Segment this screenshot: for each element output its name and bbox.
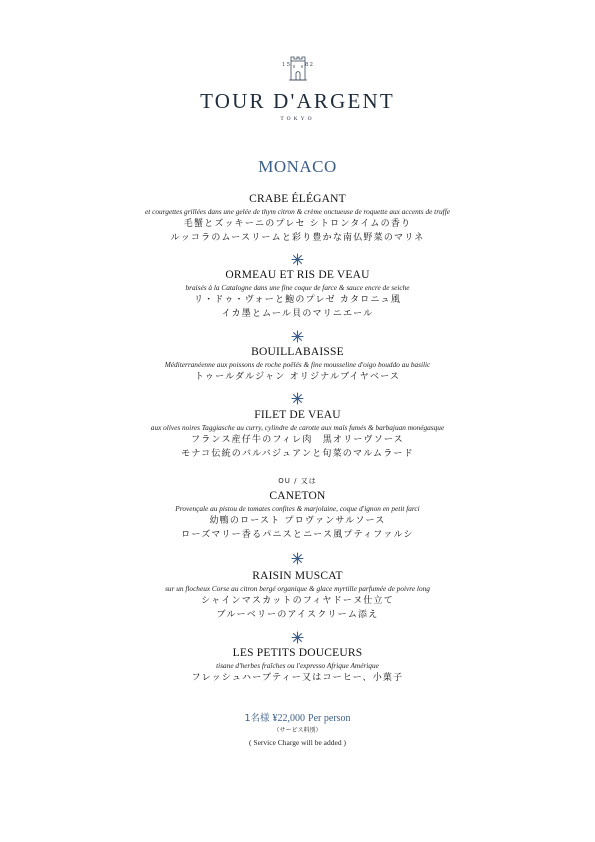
star-separator-icon: [291, 631, 304, 644]
course-6: [0, 569, 595, 622]
course-3: [0, 345, 595, 384]
course-5: [0, 489, 595, 542]
course-name: LES PETITS DOUCEURS: [232, 647, 363, 659]
course-name: RAISIN MUSCAT: [252, 570, 343, 582]
service-charge-jp: （サービス料別）: [273, 727, 322, 734]
course-name: ORMEAU ET RIS DE VEAU: [225, 269, 370, 281]
brand-name: TOUR D'ARGENT: [200, 89, 395, 113]
star-separator-icon: [291, 330, 304, 343]
course-name: FILET DE VEAU: [254, 409, 341, 421]
course-name: CANETON: [269, 490, 326, 502]
course-description-jp: フレッシュハーブティー又はコーヒー、小菓子: [191, 673, 404, 683]
course-description-jp: 幼鴨のロースト プロヴァンサルソース: [209, 516, 386, 526]
course-1: [0, 192, 595, 245]
course-description-jp: シャインマスカットのフィヤドーヌ仕立て: [201, 596, 394, 606]
star-separator-icon: [291, 253, 304, 266]
service-charge-en: ( Service Charge will be added ): [249, 738, 346, 747]
course-description-fr: braisés à la Catalogne dans une fine coque de farce & sauce encre de seiche: [185, 283, 410, 292]
course-description-jp: イカ墨とムール貝のマリニエール: [221, 309, 374, 319]
course-2: [0, 268, 595, 321]
price-line: [0, 710, 595, 724]
course-description-fr: Provençale au pistou de tomates confites & marjolaine, coque d'ignon en petit farci: [175, 504, 420, 513]
course-name: BOUILLABAISSE: [251, 346, 344, 358]
course-description-fr: tisane d'herbes fraîches ou l'expresso Afrique Amérique: [216, 661, 379, 670]
star-separator-icon: [291, 392, 304, 405]
price-amount: ¥22,000: [272, 713, 306, 724]
price-prefix: 1名様: [244, 713, 270, 724]
or-separator: OU / 又は: [278, 477, 317, 485]
course-description-jp: ルッコラのムースリームと彩り豊かな南仏野菜のマリネ: [170, 233, 425, 243]
course-description-jp: ブルーベリーのアイスクリーム添え: [216, 610, 379, 620]
course-description-fr: et courgettes grillées dans une gelée de thym citron & crème onctueuse de roquette aux accents de truffe: [145, 207, 450, 216]
course-description-jp: ローズマリー香るパニスとニース風プティファルシ: [181, 530, 414, 540]
menu-title: MONACO: [258, 157, 337, 176]
course-description-jp: モナコ伝統のバルバジュアンと旬菜のマルムラード: [181, 449, 414, 459]
course-4: [0, 408, 595, 461]
brand-location: TOKYO: [280, 116, 315, 122]
course-description-jp: 毛蟹とズッキーニのプレセ シトロンタイムの香り: [183, 219, 412, 229]
course-name: CRABE ÉLÉGANT: [249, 193, 346, 205]
star-separator-icon: [291, 552, 304, 565]
course-description-jp: フランス産仔牛のフィレ肉 黒オリーヴソース: [191, 435, 404, 445]
course-description-fr: aux olives noires Taggiasche au curry, cylindre de carotte aux maïs fumés & barbajuan monégasque: [150, 423, 445, 432]
course-description-jp: トゥールダルジャン オリジナルブイヤベース: [194, 372, 401, 382]
year-right: 82: [305, 62, 314, 68]
course-description-jp: リ・ドゥ・ヴォーと鮑のプレゼ カタロニュ風: [193, 295, 402, 305]
year-left: 15: [282, 62, 291, 68]
course-description-fr: Méditerranéenne aux poissons de roche poêlés & fine mousseline d'oigo bouddo au basilic: [164, 360, 431, 369]
course-description-fr: sur un flocheux Corse au citron bergé organique & glace myrtille parfumée de poivre long: [165, 584, 430, 593]
course-7: [0, 646, 595, 685]
price-suffix: Per person: [308, 713, 351, 724]
